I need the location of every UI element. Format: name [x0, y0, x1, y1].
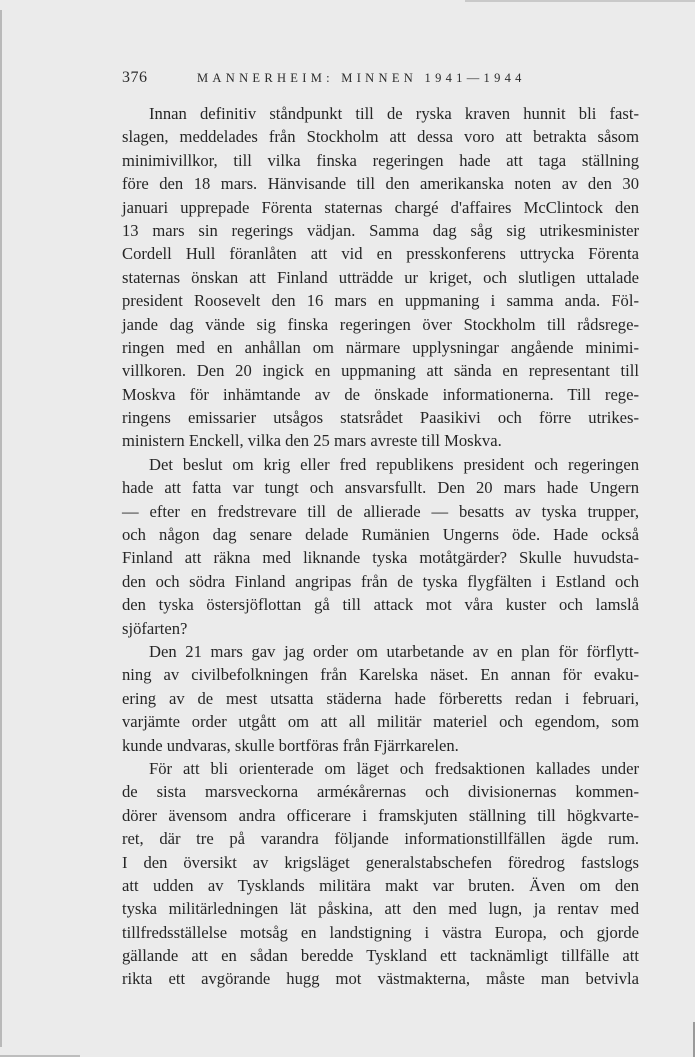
text-line: att udden av Tysklands militära makt var bruten. Även om den	[122, 875, 639, 895]
text-line: Den 21 mars gav jag order om utarbetande av en plan för förflytt-	[149, 641, 639, 661]
running-head-title: MANNERHEIM: MINNEN 1941—1944	[197, 71, 526, 85]
paragraph-4	[122, 757, 639, 991]
text-line: hade att fatta var tungt och ansvarsfullt. Den 20 mars hade Ungern	[122, 478, 639, 498]
text-line: slagen, meddelades från Stockholm att dessa voro att betrakta såsom	[122, 127, 639, 147]
text-line: ning av civilbefolkningen från Karelska näset. En annan för evaku-	[122, 665, 639, 685]
text-line: Moskva för inhämtande av de önskade informationerna. Till rege-	[122, 384, 639, 404]
text-line: president Roosevelt den 16 mars en uppmaning i samma anda. Föl-	[122, 291, 639, 311]
text-line: — efter en fredstrevare till de allierade — besatts av tyska trupper,	[122, 501, 639, 521]
text-line: de sista marsveckorna arméкårernas och divisionernas kommen-	[122, 782, 639, 802]
paragraph-2	[122, 453, 639, 640]
running-head	[122, 69, 582, 93]
text-line: tyska militärledningen lät påskina, att den med lugn, ja rentav med	[122, 899, 639, 919]
text-line: villkoren. Den 20 ingick en uppmaning att sända en representant till	[122, 361, 639, 381]
text-line: jande dag vände sig finska regeringen över Stockholm till rådsrege-	[122, 314, 639, 334]
text-line: rikta ett avgörande hugg mot västmakterna, måste man betvivla	[122, 969, 639, 989]
text-line: Cordell Hull föranlåten att vid en presskonferens uttrycka Förenta	[122, 244, 639, 264]
body-text	[122, 102, 639, 991]
text-line: tillfredsställelse motsåg en landstigning i västra Europa, och gjorde	[122, 922, 639, 942]
scan-edge-top	[465, 0, 695, 2]
paragraph-1	[122, 102, 639, 453]
text-line: och någon dag senare delade Rumänien Ungerns öde. Hade också	[122, 525, 639, 545]
text-line: ministern Enckell, vilka den 25 mars avreste till Moskva.	[122, 431, 502, 451]
text-line: januari upprepade Förenta staternas chargé d'affaires McClintock den	[122, 197, 639, 217]
scan-edge-left	[0, 10, 2, 1047]
text-line: För att bli orienterade om läget och fredsaktionen kallades under	[149, 758, 639, 778]
text-line: sjöfarten?	[122, 618, 188, 638]
text-line: dörer ävensom andra officerare i framskjuten ställning till högkvarte-	[122, 805, 639, 825]
text-line: Det beslut om krig eller fred republikens president och regeringen	[149, 454, 639, 474]
text-line: den tyska östersjöflottan gå till attack mot våra kuster och lamslå	[122, 595, 639, 615]
text-line: Innan definitiv ståndpunkt till de ryska kraven hunnit bli fast-	[149, 104, 639, 123]
text-line: 13 mars sin regerings vädjan. Samma dag såg sig utrikesminister	[122, 220, 639, 240]
text-line: Finland att räkna med liknande tyska motåtgärder? Skulle huvudsta-	[122, 548, 639, 568]
text-line: ringen med en anhållan om närmare upplysningar angående minimi-	[122, 337, 639, 357]
text-line: ret, där tre på varandra följande informationstillfällen ägde rum.	[122, 829, 639, 849]
text-line: den och södra Finland angripas från de tyska flygfälten i Estland och	[122, 571, 639, 591]
text-line: I den översikt av krigsläget generalstabschefen föredrog fastslogs	[122, 852, 639, 872]
text-line: minimivillkor, till vilka finska regeringen hade att taga ställning	[122, 150, 639, 170]
text-line: varjämte order utgått om att all militär materiel och egendom, som	[122, 712, 639, 732]
page-number: 376	[122, 69, 148, 86]
text-line: ringens emissarier utsågos statsrådet Paasikivi och förre utrikes-	[122, 408, 639, 428]
text-line: ering av de mest utsatta städerna hade förberetts redan i februari,	[122, 688, 639, 708]
text-line: gällande att en sådan beredde Tyskland ett tacknämligt tillfälle att	[122, 946, 639, 966]
text-line: före den 18 mars. Hänvisande till den amerikanska noten av den 30	[122, 174, 639, 194]
text-line: kunde undvaras, skulle bortföras från Fjärrkarelen.	[122, 735, 459, 755]
text-line: staternas önskan att Finland utträdde ur kriget, och slutligen uttalade	[122, 267, 639, 287]
paragraph-3	[122, 640, 639, 757]
